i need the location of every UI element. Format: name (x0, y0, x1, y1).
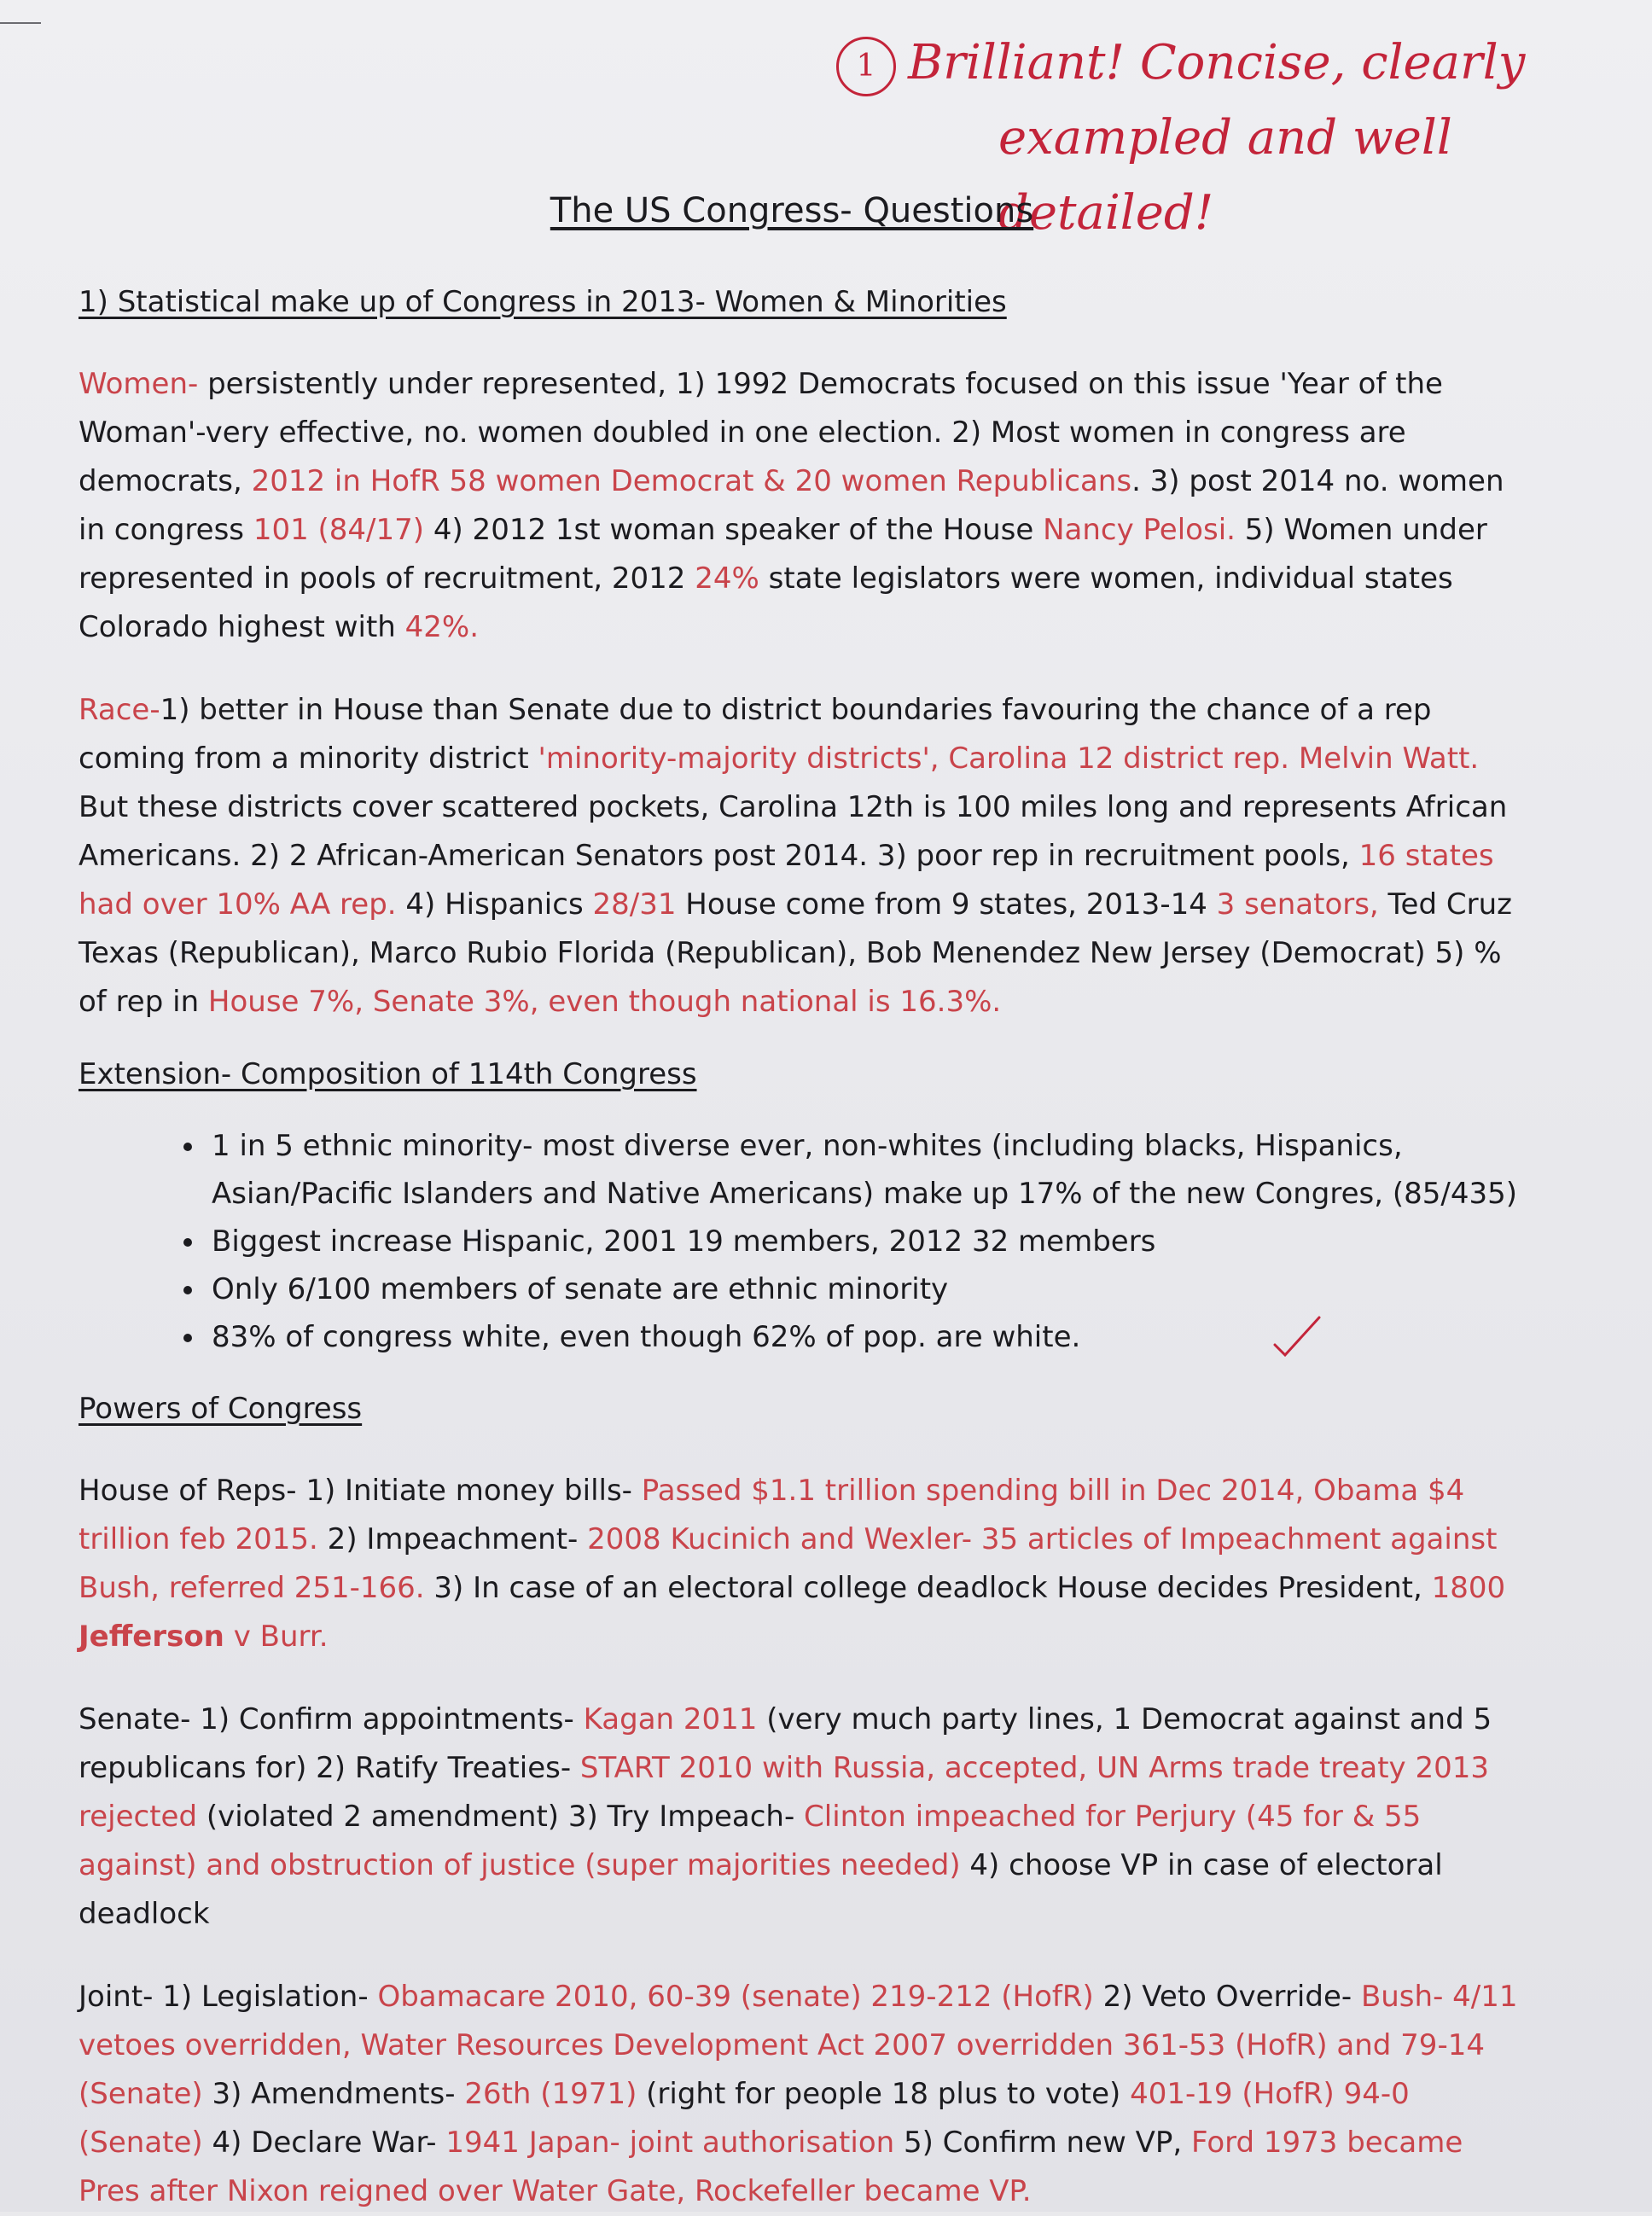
text-run: Obamacare 2010, 60-39 (senate) 219-212 (HofR) (377, 1980, 1094, 2014)
text-run: Ford 1973 became Pres after Nixon reigned over Water Gate, Rockefeller became VP. (79, 2126, 1463, 2208)
text-run: (very much party lines, 1 Democrat against and 5 republicans for) 2) Ratify Treaties- (79, 1702, 1492, 1785)
text-run: START 2010 with Russia, accepted, UN Arms trade treaty 2013 rejected (79, 1751, 1489, 1834)
text-run: 4) Declare War- (202, 2126, 446, 2160)
text-run: Kagan 2011 (583, 1702, 758, 1736)
text-run: House 7%, Senate 3%, even though national is 16.3%. (207, 985, 1002, 1019)
text-run: 1800 (1431, 1571, 1506, 1605)
section-heading-statistics: 1) Statistical make up of Congress in 2013- Women & Minorities (79, 285, 1007, 319)
text-run: Jefferson (79, 1620, 224, 1654)
text-run: 4) 2012 1st woman speaker of the House (424, 513, 1044, 547)
text-run: House come from 9 states, 2013-14 (676, 887, 1217, 922)
text-run: Race- (79, 693, 160, 727)
text-run: state legislators were women, individual states Colorado highest with (79, 561, 1453, 644)
text-run: Ted Cruz Texas (Republican), Marco Rubio Florida (Republican), Bob Menendez New Jersey (Democrat) 5) % of rep in (79, 887, 1512, 1019)
text-run: 3 senators, (1216, 887, 1379, 922)
comment-line-1: Brilliant! Concise, clearly (908, 35, 1526, 90)
text-run: House of Reps- 1) Initiate money bills- (79, 1474, 642, 1508)
text-run: 401-19 (HofR) 94-0 (Senate) (79, 2077, 1410, 2160)
text-run: 5) Women under represented in pools of recruitment, 2012 (79, 513, 1487, 596)
text-run: Clinton impeached for Perjury (45 for & 55 against) and obstruction of justice (super majorities needed) (79, 1800, 1422, 1882)
text-run: But these districts cover scattered pockets, Carolina 12th is 100 miles long and represents African Americans. 2) 2 African-American Senators post 2014. 3) poor rep in recruitment pools, (79, 790, 1508, 873)
comment-line-2: exampled and well detailed! (998, 110, 1452, 241)
page-title: The US Congress- Questions (550, 191, 1034, 230)
text-run: 2) Veto Override- (1093, 1980, 1361, 2014)
list-item: • Biggest increase Hispanic, 2001 19 members, 2012 32 members (206, 1218, 1529, 1265)
paragraph-race (79, 686, 1529, 1027)
circled-number: 1 (836, 37, 896, 96)
text-run: 101 (84/17) (253, 513, 425, 547)
text-run: Bush- 4/11 vetoes overridden, Water Resources Development Act 2007 overridden 361-53 (HofR) and 79-14 (Senate) (79, 1980, 1518, 2111)
text-run: 2008 Kucinich and Wexler- 35 articles of Impeachment against Bush, referred 251-166. (79, 1522, 1498, 1605)
text-run: 42%. (404, 610, 480, 644)
text-run: Nancy Pelosi. (1043, 513, 1236, 547)
text-run: (violated 2 amendment) 3) Try Impeach- (197, 1800, 805, 1834)
text-run: 26th (1971) (464, 2077, 637, 2111)
text-run: Joint- 1) Legislation- (79, 1980, 378, 2014)
paragraph-women (79, 360, 1529, 652)
paragraph-joint (79, 1973, 1529, 2216)
text-run: 1941 Japan- joint authorisation (445, 2126, 895, 2160)
text-run: 3) Amendments- (202, 2077, 465, 2111)
section-heading-extension: Extension- Composition of 114th Congress (79, 1057, 697, 1091)
text-run: v Burr. (224, 1620, 329, 1654)
paragraph-house (79, 1467, 1529, 1661)
text-run: 'minority-majority districts', Carolina 12 district rep. Melvin Watt. (538, 742, 1480, 776)
text-run: 16 states had over 10% AA rep. (79, 839, 1494, 922)
text-run: Senate- 1) Confirm appointments- (79, 1702, 584, 1736)
list-item: • 83% of congress white, even though 62% of pop. are white. (206, 1313, 1529, 1361)
text-run: . 3) post 2014 no. women in congress (79, 464, 1504, 547)
text-run: 2) Impeachment- (317, 1522, 588, 1556)
text-run: 4) Hispanics (396, 887, 593, 922)
section-heading-powers: Powers of Congress (79, 1392, 363, 1426)
text-run: 3) In case of an electoral college deadlock House decides President, (424, 1571, 1432, 1605)
edge-mark (0, 22, 41, 24)
paragraph-senate (79, 1695, 1529, 1939)
text-run: 4) choose VP in case of electoral deadlock (79, 1848, 1443, 1931)
list-item: • Only 6/100 members of senate are ethnic minority (206, 1265, 1529, 1313)
text-run: Passed $1.1 trillion spending bill in Dec 2014, Obama $4 trillion feb 2015. (79, 1474, 1465, 1556)
text-run: persistently under represented, 1) 1992 Democrats focused on this issue 'Year of the Woman'-very effective, no. women doubled in one election. 2) Most women in congress are democrats, (79, 367, 1443, 498)
text-run: 24% (695, 561, 759, 596)
checkmark-icon (1271, 1314, 1323, 1365)
text-run: 28/31 (592, 887, 677, 922)
document-body (79, 278, 1529, 2216)
text-run: (right for people 18 plus to vote) (637, 2077, 1131, 2111)
text-run: 5) Confirm new VP, (894, 2126, 1191, 2160)
text-run: 1) better in House than Senate due to district boundaries favouring the chance of a rep coming from a minority district (79, 693, 1432, 776)
list-item: • 1 in 5 ethnic minority- most diverse ever, non-whites (including blacks, Hispanics, Asian/Pacific Islanders and Native Americans) make up 17% of the new Congres, (85/435) (206, 1122, 1529, 1218)
text-run: Women- (79, 367, 199, 401)
text-run: 2012 in HofR 58 women Democrat & 20 women Republicans (251, 464, 1132, 498)
